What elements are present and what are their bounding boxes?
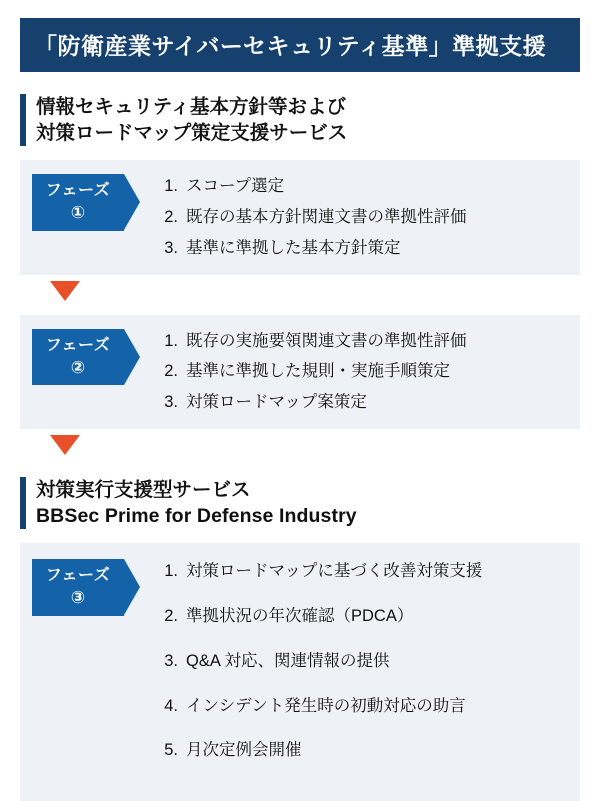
section-title-2-line2: BBSec Prime for Defense Industry	[36, 504, 357, 527]
list-item	[152, 738, 566, 763]
phase-tag-3	[32, 559, 124, 615]
step-number: 1.	[164, 562, 178, 581]
section-heading-2	[20, 477, 580, 529]
phase-tag-3-number: ③	[70, 588, 86, 608]
list-item	[152, 205, 566, 230]
section-title-1-line2: 対策ロードマップ策定支援サービス	[36, 121, 348, 144]
step-number: 5.	[164, 741, 178, 760]
list-item	[152, 329, 566, 354]
phase-block-1	[20, 160, 580, 274]
phase-block-2	[20, 315, 580, 429]
section-accent-bar	[20, 477, 26, 529]
list-item	[152, 559, 566, 584]
step-text: 既存の実施要領関連文書の準拠性評価	[186, 331, 467, 350]
step-text: スコープ選定	[186, 177, 285, 196]
phase-tag-1	[32, 174, 124, 230]
step-text: 基準に準拠した基本方針策定	[186, 238, 401, 257]
step-text: 準拠状況の年次確認（PDCA）	[186, 607, 414, 626]
down-arrow-icon-1	[50, 281, 80, 301]
section-title-2	[36, 477, 357, 529]
diagram-page	[0, 18, 600, 776]
phase-2-step-list	[150, 329, 566, 415]
step-number: 4.	[164, 696, 178, 715]
down-arrow-icon-2	[50, 435, 80, 455]
step-number: 2.	[164, 362, 178, 381]
step-number: 3.	[164, 393, 178, 412]
phase-tag-2	[32, 329, 124, 385]
step-number: 2.	[164, 607, 178, 626]
step-text: 対策ロードマップ案策定	[186, 393, 367, 412]
step-text: 既存の基本方針関連文書の準拠性評価	[186, 208, 467, 227]
list-item	[152, 694, 566, 719]
phase-tag-2-label: フェーズ	[45, 336, 111, 354]
section-accent-bar	[20, 94, 26, 146]
step-text: 対策ロードマップに基づく改善対策支援	[186, 562, 483, 581]
phase-1-step-list	[150, 174, 566, 260]
step-number: 2.	[164, 208, 178, 227]
phase-block-3	[20, 543, 580, 801]
list-item	[152, 390, 566, 415]
step-text: インシデント発生時の初動対応の助言	[186, 696, 466, 715]
phase-tag-1-number: ①	[70, 203, 86, 223]
list-item	[152, 359, 566, 384]
step-text: Q&A 対応、関連情報の提供	[186, 651, 390, 670]
section-title-2-line1: 対策実行支援型サービス	[36, 478, 251, 501]
step-number: 1.	[164, 331, 178, 350]
phase-tag-1-label: フェーズ	[45, 182, 111, 200]
section-title-1	[36, 94, 347, 146]
list-item	[152, 649, 566, 674]
phase-tag-3-label: フェーズ	[45, 567, 111, 585]
step-number: 3.	[164, 651, 178, 670]
list-item	[152, 236, 566, 261]
step-number: 3.	[164, 238, 178, 257]
step-text: 基準に準拠した規則・実施手順策定	[186, 362, 450, 381]
section-heading-1	[20, 94, 580, 146]
phase-3-step-list	[150, 559, 566, 783]
step-text: 月次定例会開催	[186, 741, 302, 760]
page-title: 「防衛産業サイバーセキュリティ基準」準拠支援	[20, 18, 580, 72]
section-title-1-line1: 情報セキュリティ基本方針等および	[36, 96, 347, 118]
phase-tag-2-number: ②	[70, 357, 86, 377]
list-item	[152, 604, 566, 629]
step-number: 1.	[164, 177, 178, 196]
list-item	[152, 174, 566, 199]
